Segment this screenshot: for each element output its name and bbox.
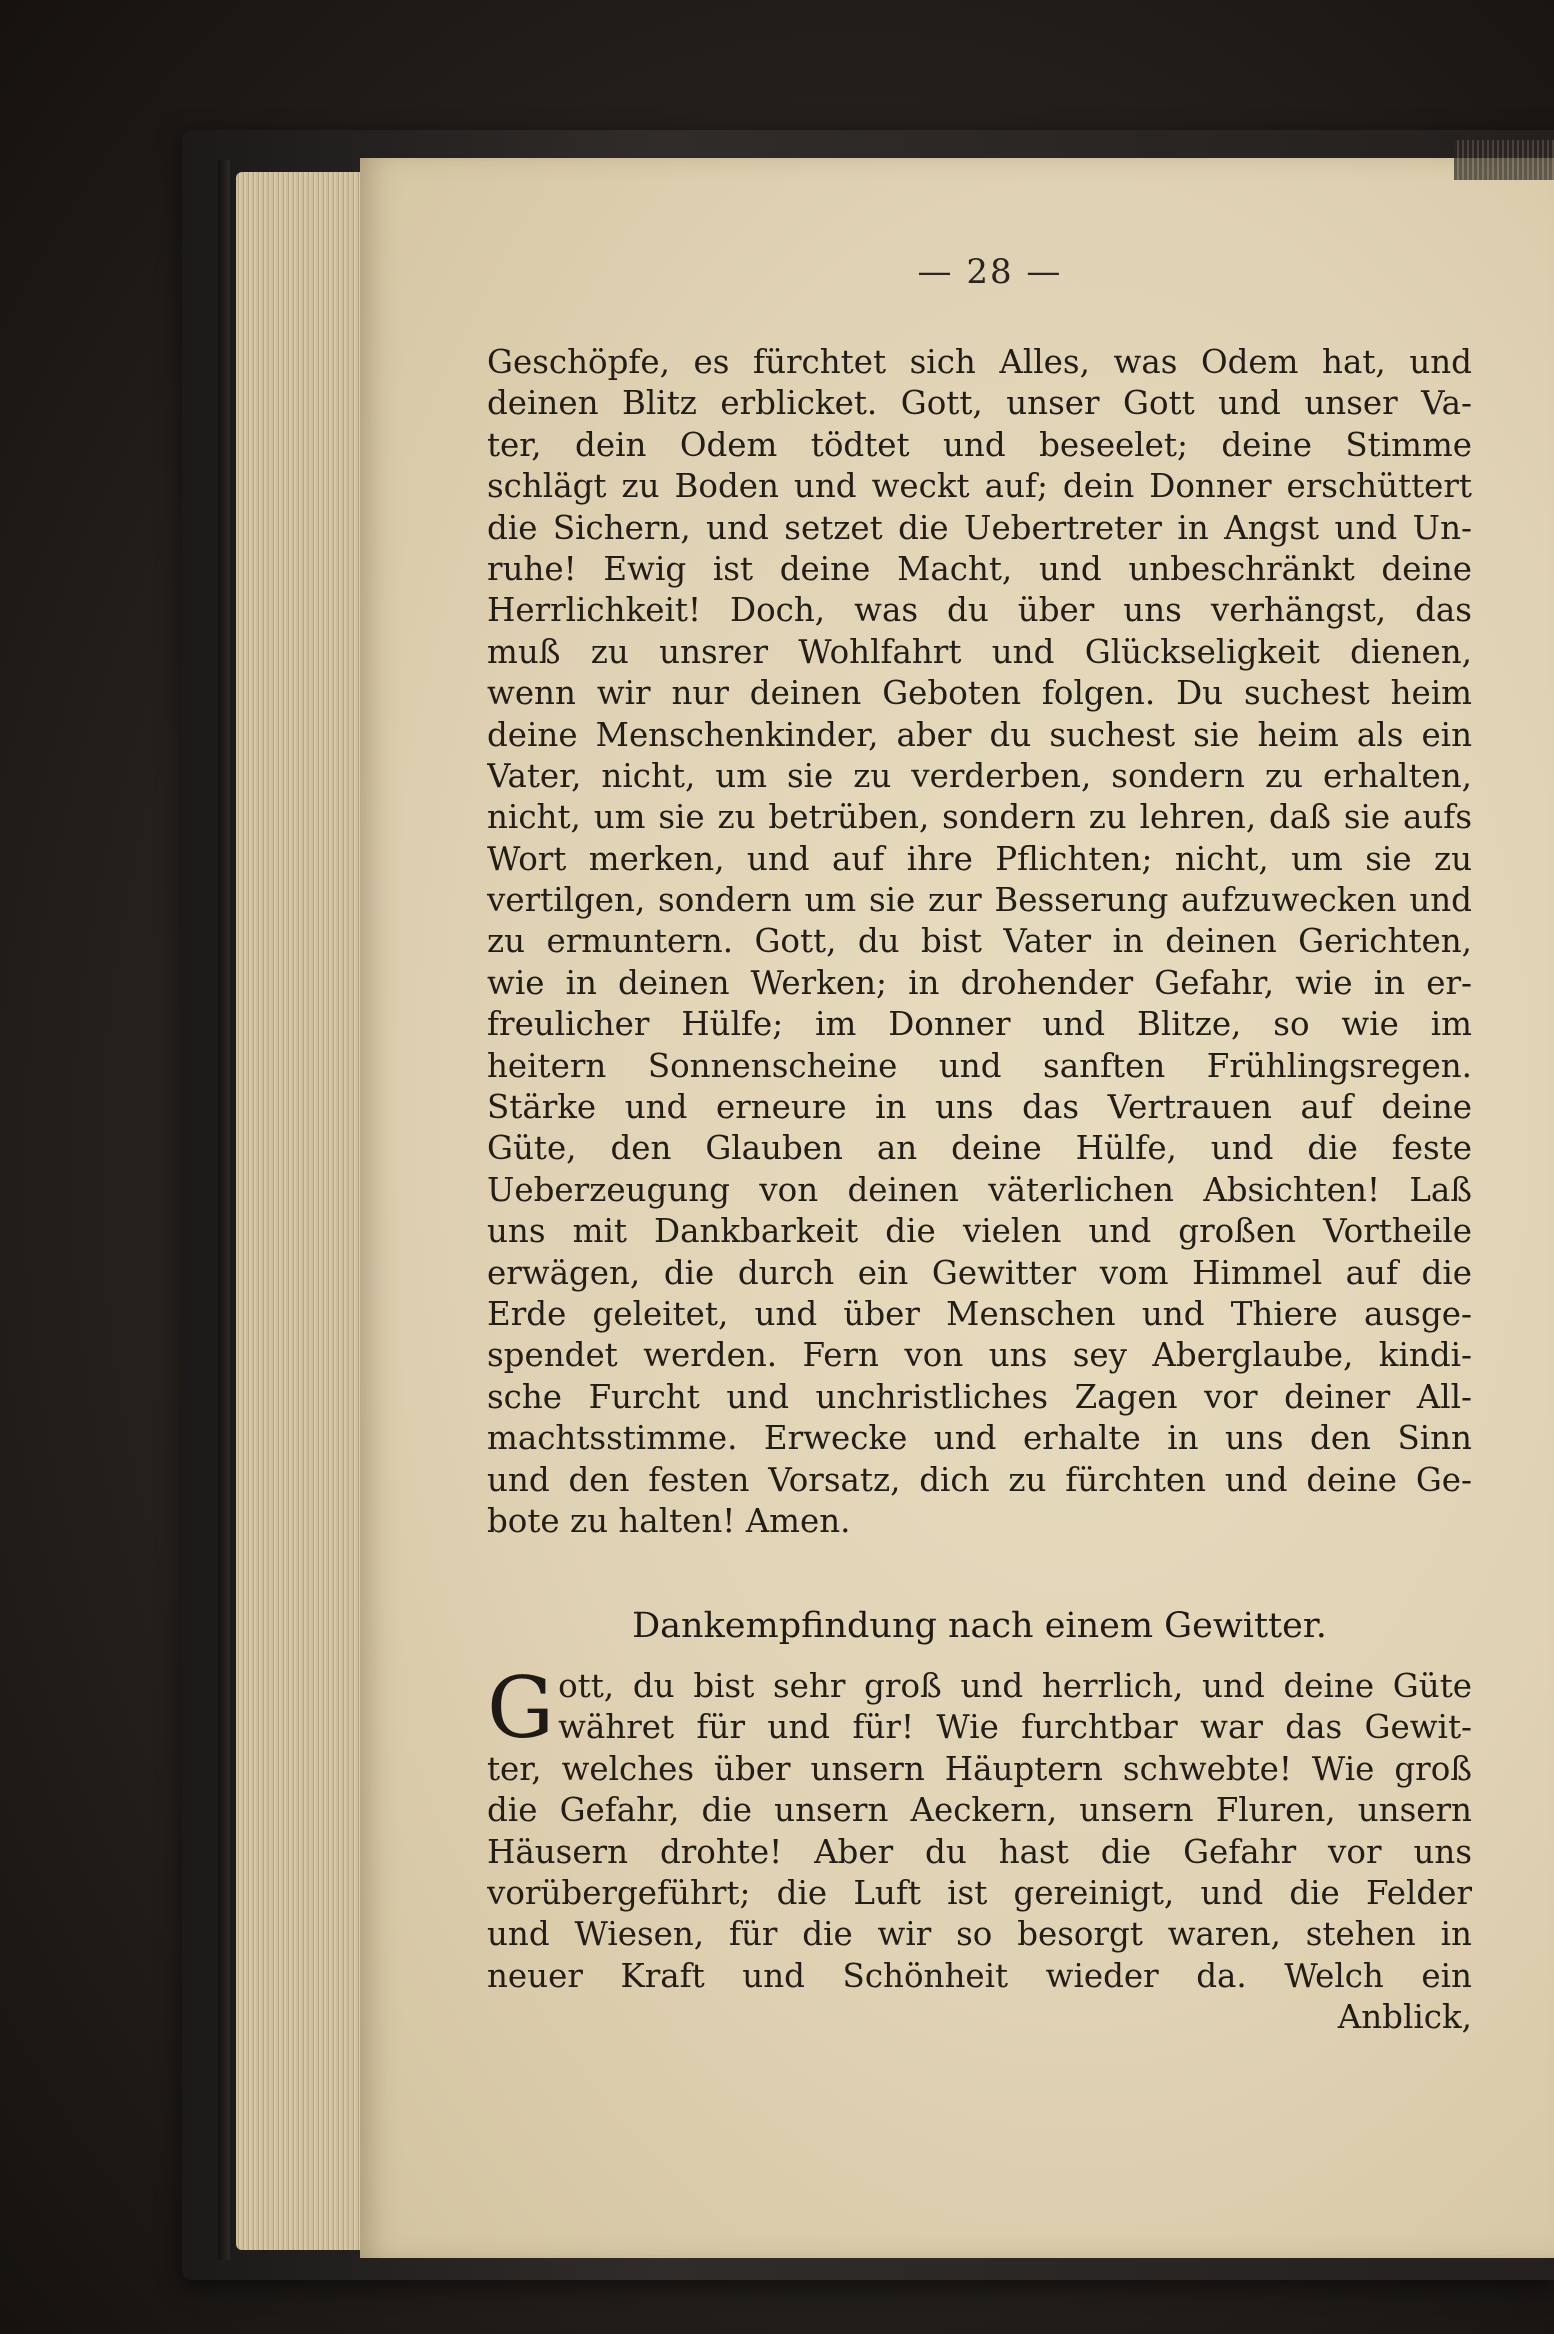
text-line: ter, dein Odem tödtet und beseelet; deine Stimme: [487, 425, 1472, 464]
page-number: — 28 —: [917, 252, 1063, 292]
text-line: die Gefahr, die unsern Aeckern, unsern Fluren, unsern: [487, 1791, 1472, 1830]
text-line: muß zu unsrer Wohlfahrt und Glückseligkeit dienen,: [487, 632, 1472, 671]
text-line: und Wiesen, für die wir so besorgt waren, stehen in: [487, 1915, 1472, 1954]
text-line: erwägen, die durch ein Gewitter vom Himmel auf die: [487, 1253, 1472, 1292]
text-line: vorübergeführt; die Luft ist gereinigt, und die Felder: [487, 1873, 1472, 1912]
text-line: freulicher Hülfe; im Donner und Blitze, so wie im: [487, 1005, 1472, 1044]
text-line: nicht, um sie zu betrüben, sondern zu lehren, daß sie aufs: [487, 798, 1472, 837]
text-line: ruhe! Ewig ist deine Macht, und unbeschränkt deine: [487, 549, 1472, 588]
text-line: die Sichern, und setzet die Uebertreter in Angst und Un-: [487, 508, 1472, 547]
prayer-text: [487, 1659, 1472, 2039]
page-fore-edge: [1454, 140, 1554, 180]
text-line: währet für und für! Wie furchtbar war das Gewit-: [558, 1708, 1472, 1747]
text-line: wenn wir nur deinen Geboten folgen. Du suchest heim: [487, 674, 1472, 713]
text-line: machtsstimme. Erwecke und erhalte in uns den Sinn: [487, 1419, 1472, 1458]
text-line: und den festen Vorsatz, dich zu fürchten und deine Ge-: [487, 1460, 1472, 1499]
text-line: spendet werden. Fern von uns sey Aberglaube, kindi-: [487, 1336, 1472, 1375]
text-line: bote zu halten! Amen.: [487, 1501, 851, 1540]
text-line: Herrlichkeit! Doch, was du über uns verhängst, das: [487, 591, 1472, 630]
text-line: vertilgen, sondern um sie zur Besserung aufzuwecken und: [487, 881, 1472, 920]
text-line: wie in deinen Werken; in drohender Gefahr, wie in er-: [487, 963, 1472, 1002]
text-line: zu ermuntern. Gott, du bist Vater in deinen Gerichten,: [487, 922, 1472, 961]
drop-cap: G: [487, 1659, 555, 1757]
text-line: heitern Sonnenscheine und sanften Frühlingsregen.: [487, 1046, 1472, 1085]
text-line: deinen Blitz erblicket. Gott, unser Gott und unser Va-: [487, 384, 1472, 423]
text-line: Stärke und erneure in uns das Vertrauen auf deine: [487, 1088, 1472, 1127]
text-line: Erde geleitet, und über Menschen und Thiere ausge-: [487, 1294, 1472, 1333]
text-line: schlägt zu Boden und weckt auf; dein Donner erschüttert: [487, 467, 1472, 506]
text-line: Anblick,: [1337, 1998, 1472, 2037]
section-heading: Dankempfindung nach einem Gewitter.: [632, 1606, 1327, 1646]
book-spine: [218, 160, 230, 2260]
page-edges: [236, 172, 376, 2250]
text-line: Geschöpfe, es fürchtet sich Alles, was Odem hat, und: [487, 343, 1472, 381]
text-line: neuer Kraft und Schönheit wieder da. Welch ein: [487, 1956, 1472, 1995]
text-line: Güte, den Glauben an deine Hülfe, und die feste: [487, 1129, 1472, 1168]
text-line: uns mit Dankbarkeit die vielen und großen Vortheile: [487, 1212, 1472, 1251]
prayer-text-continued: [487, 342, 1472, 1542]
text-line: Ueberzeugung von deinen väterlichen Absichten! Laß: [487, 1170, 1472, 1209]
text-line: ott, du bist sehr groß und herrlich, und deine Güte: [558, 1667, 1472, 1705]
text-line: Wort merken, und auf ihre Pflichten; nicht, um sie zu: [487, 839, 1472, 878]
text-line: Häusern drohte! Aber du hast die Gefahr vor uns: [487, 1832, 1472, 1871]
text-line: Vater, nicht, um sie zu verderben, sondern zu erhalten,: [487, 756, 1472, 795]
text-line: sche Furcht und unchristliches Zagen vor deiner All-: [487, 1377, 1472, 1416]
text-line: ter, welches über unsern Häuptern schwebte! Wie groß: [487, 1749, 1472, 1788]
text-line: deine Menschenkinder, aber du suchest sie heim als ein: [487, 715, 1472, 754]
